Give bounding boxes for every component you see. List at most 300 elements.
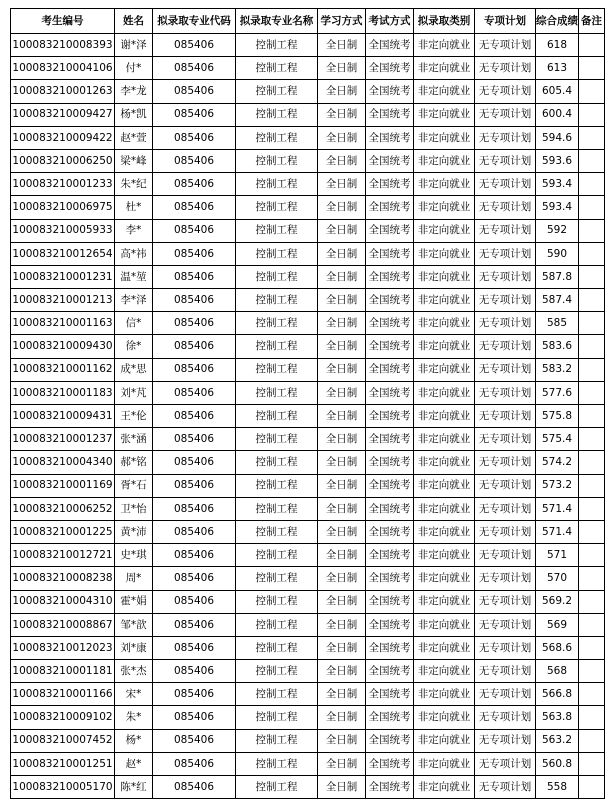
cell-candidate-id: 100083210004340 [11,451,115,474]
cell-name: 杨* [115,729,153,752]
cell-candidate-id: 100083210009430 [11,335,115,358]
cell-name: 谢*泽 [115,34,153,57]
cell-major-code: 085406 [153,103,236,126]
cell-candidate-id: 100083210009427 [11,103,115,126]
cell-major-name: 控制工程 [236,149,318,172]
cell-candidate-id: 100083210009102 [11,706,115,729]
cell-name: 信* [115,312,153,335]
cell-admission-type: 非定向就业 [414,219,475,242]
cell-total-score: 574.2 [536,451,579,474]
table-row [11,242,605,265]
table-row [11,405,605,428]
cell-name: 成*思 [115,358,153,381]
cell-special-plan: 无专项计划 [475,405,536,428]
cell-name: 李*龙 [115,80,153,103]
cell-exam-mode: 全国统考 [366,497,414,520]
cell-study-mode: 全日制 [318,520,366,543]
cell-special-plan: 无专项计划 [475,729,536,752]
cell-admission-type: 非定向就业 [414,660,475,683]
cell-total-score: 613 [536,57,579,80]
cell-study-mode: 全日制 [318,706,366,729]
table-row [11,312,605,335]
cell-total-score: 563.8 [536,706,579,729]
cell-exam-mode: 全国统考 [366,428,414,451]
cell-major-code: 085406 [153,474,236,497]
cell-admission-type: 非定向就业 [414,428,475,451]
table-row [11,34,605,57]
cell-special-plan: 无专项计划 [475,544,536,567]
cell-admission-type: 非定向就业 [414,57,475,80]
table-row [11,289,605,312]
column-header-major-name: 拟录取专业名称 [236,9,318,34]
cell-name: 胥*石 [115,474,153,497]
cell-candidate-id: 100083210009431 [11,405,115,428]
cell-major-code: 085406 [153,660,236,683]
cell-special-plan: 无专项计划 [475,706,536,729]
cell-total-score: 568.6 [536,636,579,659]
table-row [11,358,605,381]
cell-study-mode: 全日制 [318,358,366,381]
cell-major-code: 085406 [153,126,236,149]
cell-total-score: 593.4 [536,196,579,219]
cell-major-code: 085406 [153,497,236,520]
cell-exam-mode: 全国统考 [366,80,414,103]
cell-major-name: 控制工程 [236,567,318,590]
table-row [11,126,605,149]
cell-major-code: 085406 [153,34,236,57]
cell-candidate-id: 100083210008393 [11,34,115,57]
cell-candidate-id: 100083210001169 [11,474,115,497]
cell-remarks [579,196,605,219]
cell-name: 郝*铭 [115,451,153,474]
cell-study-mode: 全日制 [318,103,366,126]
table-header-row [11,9,605,34]
cell-remarks [579,451,605,474]
cell-exam-mode: 全国统考 [366,729,414,752]
cell-special-plan: 无专项计划 [475,173,536,196]
table-row [11,196,605,219]
cell-admission-type: 非定向就业 [414,312,475,335]
cell-total-score: 600.4 [536,103,579,126]
cell-name: 梁*峰 [115,149,153,172]
cell-total-score: 570 [536,567,579,590]
cell-special-plan: 无专项计划 [475,149,536,172]
table-row [11,776,605,799]
cell-special-plan: 无专项计划 [475,497,536,520]
cell-remarks [579,103,605,126]
cell-admission-type: 非定向就业 [414,520,475,543]
cell-special-plan: 无专项计划 [475,683,536,706]
cell-total-score: 583.2 [536,358,579,381]
table-row [11,544,605,567]
cell-special-plan: 无专项计划 [475,428,536,451]
cell-major-name: 控制工程 [236,544,318,567]
cell-name: 赵* [115,752,153,775]
cell-name: 刘*康 [115,636,153,659]
cell-special-plan: 无专项计划 [475,776,536,799]
cell-admission-type: 非定向就业 [414,497,475,520]
cell-name: 李* [115,219,153,242]
table-row [11,57,605,80]
cell-study-mode: 全日制 [318,428,366,451]
cell-total-score: 571.4 [536,520,579,543]
cell-special-plan: 无专项计划 [475,219,536,242]
cell-exam-mode: 全国统考 [366,636,414,659]
cell-special-plan: 无专项计划 [475,242,536,265]
cell-study-mode: 全日制 [318,381,366,404]
table-row [11,451,605,474]
cell-name: 付* [115,57,153,80]
table-row [11,497,605,520]
cell-major-name: 控制工程 [236,660,318,683]
cell-exam-mode: 全国统考 [366,173,414,196]
cell-candidate-id: 100083210001166 [11,683,115,706]
cell-total-score: 618 [536,34,579,57]
cell-major-name: 控制工程 [236,520,318,543]
cell-study-mode: 全日制 [318,173,366,196]
cell-major-name: 控制工程 [236,34,318,57]
cell-major-code: 085406 [153,520,236,543]
cell-candidate-id: 100083210012654 [11,242,115,265]
cell-major-name: 控制工程 [236,196,318,219]
column-header-study-mode: 学习方式 [318,9,366,34]
cell-remarks [579,219,605,242]
cell-major-name: 控制工程 [236,335,318,358]
column-header-total-score: 综合成绩 [536,9,579,34]
cell-exam-mode: 全国统考 [366,265,414,288]
cell-admission-type: 非定向就业 [414,567,475,590]
cell-special-plan: 无专项计划 [475,80,536,103]
cell-major-code: 085406 [153,729,236,752]
cell-major-name: 控制工程 [236,428,318,451]
cell-major-name: 控制工程 [236,312,318,335]
cell-remarks [579,34,605,57]
cell-total-score: 585 [536,312,579,335]
cell-special-plan: 无专项计划 [475,752,536,775]
cell-remarks [579,636,605,659]
cell-study-mode: 全日制 [318,126,366,149]
cell-candidate-id: 100083210009422 [11,126,115,149]
cell-admission-type: 非定向就业 [414,544,475,567]
cell-special-plan: 无专项计划 [475,358,536,381]
cell-admission-type: 非定向就业 [414,126,475,149]
column-header-major-code: 拟录取专业代码 [153,9,236,34]
cell-major-name: 控制工程 [236,752,318,775]
cell-total-score: 560.8 [536,752,579,775]
cell-major-code: 085406 [153,706,236,729]
table-row [11,219,605,242]
cell-remarks [579,776,605,799]
cell-exam-mode: 全国统考 [366,358,414,381]
cell-total-score: 587.4 [536,289,579,312]
cell-admission-type: 非定向就业 [414,706,475,729]
cell-exam-mode: 全国统考 [366,683,414,706]
cell-candidate-id: 100083210001225 [11,520,115,543]
cell-candidate-id: 100083210001237 [11,428,115,451]
cell-name: 赵*萱 [115,126,153,149]
cell-admission-type: 非定向就业 [414,405,475,428]
cell-total-score: 573.2 [536,474,579,497]
cell-admission-type: 非定向就业 [414,196,475,219]
cell-major-name: 控制工程 [236,776,318,799]
cell-special-plan: 无专项计划 [475,34,536,57]
cell-candidate-id: 100083210001213 [11,289,115,312]
cell-study-mode: 全日制 [318,636,366,659]
table-row [11,474,605,497]
cell-candidate-id: 100083210008238 [11,567,115,590]
cell-special-plan: 无专项计划 [475,590,536,613]
cell-admission-type: 非定向就业 [414,381,475,404]
cell-major-name: 控制工程 [236,242,318,265]
cell-remarks [579,80,605,103]
cell-remarks [579,405,605,428]
cell-candidate-id: 100083210005933 [11,219,115,242]
cell-admission-type: 非定向就业 [414,752,475,775]
cell-exam-mode: 全国统考 [366,312,414,335]
cell-admission-type: 非定向就业 [414,242,475,265]
cell-exam-mode: 全国统考 [366,149,414,172]
cell-remarks [579,474,605,497]
table-row [11,613,605,636]
cell-remarks [579,520,605,543]
cell-major-name: 控制工程 [236,265,318,288]
cell-special-plan: 无专项计划 [475,57,536,80]
cell-study-mode: 全日制 [318,289,366,312]
cell-name: 卫*怡 [115,497,153,520]
cell-special-plan: 无专项计划 [475,312,536,335]
cell-major-name: 控制工程 [236,80,318,103]
cell-remarks [579,660,605,683]
cell-remarks [579,57,605,80]
table-row [11,173,605,196]
cell-major-code: 085406 [153,312,236,335]
cell-study-mode: 全日制 [318,242,366,265]
cell-major-code: 085406 [153,289,236,312]
cell-special-plan: 无专项计划 [475,289,536,312]
cell-total-score: 587.8 [536,265,579,288]
cell-study-mode: 全日制 [318,752,366,775]
cell-admission-type: 非定向就业 [414,358,475,381]
cell-name: 邹*歆 [115,613,153,636]
column-header-candidate-id: 考生编号 [11,9,115,34]
cell-candidate-id: 100083210001162 [11,358,115,381]
cell-total-score: 592 [536,219,579,242]
cell-admission-type: 非定向就业 [414,335,475,358]
cell-study-mode: 全日制 [318,34,366,57]
cell-candidate-id: 100083210001231 [11,265,115,288]
cell-name: 霍*娟 [115,590,153,613]
cell-remarks [579,706,605,729]
cell-admission-type: 非定向就业 [414,474,475,497]
cell-major-name: 控制工程 [236,381,318,404]
cell-major-name: 控制工程 [236,405,318,428]
cell-study-mode: 全日制 [318,683,366,706]
cell-remarks [579,752,605,775]
cell-exam-mode: 全国统考 [366,289,414,312]
cell-major-code: 085406 [153,590,236,613]
cell-remarks [579,289,605,312]
cell-admission-type: 非定向就业 [414,636,475,659]
cell-major-code: 085406 [153,451,236,474]
cell-candidate-id: 100083210001233 [11,173,115,196]
table-row [11,706,605,729]
table-row [11,729,605,752]
cell-major-code: 085406 [153,428,236,451]
cell-major-name: 控制工程 [236,126,318,149]
table-row [11,103,605,126]
cell-name: 周* [115,567,153,590]
cell-total-score: 577.6 [536,381,579,404]
cell-exam-mode: 全国统考 [366,776,414,799]
table-row [11,520,605,543]
cell-candidate-id: 100083210007452 [11,729,115,752]
column-header-admission-type: 拟录取类别 [414,9,475,34]
cell-remarks [579,149,605,172]
cell-major-code: 085406 [153,567,236,590]
cell-admission-type: 非定向就业 [414,173,475,196]
cell-study-mode: 全日制 [318,660,366,683]
cell-major-name: 控制工程 [236,358,318,381]
cell-major-name: 控制工程 [236,103,318,126]
cell-major-code: 085406 [153,636,236,659]
cell-name: 张*杰 [115,660,153,683]
column-header-special-plan: 专项计划 [475,9,536,34]
cell-exam-mode: 全国统考 [366,660,414,683]
cell-major-code: 085406 [153,57,236,80]
column-header-remarks: 备注 [579,9,605,34]
cell-special-plan: 无专项计划 [475,474,536,497]
cell-study-mode: 全日制 [318,312,366,335]
cell-total-score: 571.4 [536,497,579,520]
cell-major-name: 控制工程 [236,289,318,312]
cell-major-name: 控制工程 [236,57,318,80]
cell-name: 徐* [115,335,153,358]
cell-major-name: 控制工程 [236,173,318,196]
cell-major-code: 085406 [153,149,236,172]
cell-exam-mode: 全国统考 [366,405,414,428]
cell-name: 张*涵 [115,428,153,451]
cell-admission-type: 非定向就业 [414,590,475,613]
cell-study-mode: 全日制 [318,544,366,567]
cell-candidate-id: 100083210004310 [11,590,115,613]
cell-major-name: 控制工程 [236,683,318,706]
cell-study-mode: 全日制 [318,335,366,358]
cell-study-mode: 全日制 [318,590,366,613]
cell-total-score: 583.6 [536,335,579,358]
cell-candidate-id: 100083210001163 [11,312,115,335]
cell-admission-type: 非定向就业 [414,289,475,312]
cell-special-plan: 无专项计划 [475,613,536,636]
cell-admission-type: 非定向就业 [414,103,475,126]
cell-name: 史*琪 [115,544,153,567]
cell-major-code: 085406 [153,613,236,636]
cell-total-score: 563.2 [536,729,579,752]
cell-study-mode: 全日制 [318,729,366,752]
table-row [11,660,605,683]
cell-special-plan: 无专项计划 [475,381,536,404]
cell-remarks [579,613,605,636]
cell-remarks [579,683,605,706]
cell-candidate-id: 100083210012721 [11,544,115,567]
admission-table [10,8,605,799]
cell-special-plan: 无专项计划 [475,196,536,219]
cell-name: 宋* [115,683,153,706]
table-row [11,381,605,404]
cell-exam-mode: 全国统考 [366,242,414,265]
cell-remarks [579,242,605,265]
cell-major-code: 085406 [153,776,236,799]
cell-remarks [579,497,605,520]
cell-special-plan: 无专项计划 [475,265,536,288]
cell-study-mode: 全日制 [318,451,366,474]
cell-exam-mode: 全国统考 [366,381,414,404]
cell-study-mode: 全日制 [318,149,366,172]
cell-study-mode: 全日制 [318,497,366,520]
cell-special-plan: 无专项计划 [475,660,536,683]
cell-remarks [579,428,605,451]
table-row [11,567,605,590]
cell-remarks [579,358,605,381]
cell-special-plan: 无专项计划 [475,126,536,149]
cell-candidate-id: 100083210005170 [11,776,115,799]
cell-major-code: 085406 [153,358,236,381]
cell-exam-mode: 全国统考 [366,567,414,590]
cell-total-score: 569 [536,613,579,636]
cell-total-score: 593.4 [536,173,579,196]
cell-exam-mode: 全国统考 [366,34,414,57]
cell-exam-mode: 全国统考 [366,196,414,219]
cell-remarks [579,544,605,567]
cell-major-code: 085406 [153,80,236,103]
cell-major-code: 085406 [153,683,236,706]
cell-exam-mode: 全国统考 [366,706,414,729]
cell-total-score: 593.6 [536,149,579,172]
cell-name: 王*伦 [115,405,153,428]
cell-remarks [579,381,605,404]
cell-major-name: 控制工程 [236,219,318,242]
cell-candidate-id: 100083210008867 [11,613,115,636]
cell-total-score: 568 [536,660,579,683]
cell-total-score: 569.2 [536,590,579,613]
cell-candidate-id: 100083210006250 [11,149,115,172]
cell-exam-mode: 全国统考 [366,219,414,242]
cell-study-mode: 全日制 [318,613,366,636]
cell-major-name: 控制工程 [236,706,318,729]
table-row [11,636,605,659]
cell-major-code: 085406 [153,196,236,219]
cell-exam-mode: 全国统考 [366,544,414,567]
cell-major-name: 控制工程 [236,497,318,520]
cell-candidate-id: 100083210001251 [11,752,115,775]
cell-name: 朱*纪 [115,173,153,196]
cell-admission-type: 非定向就业 [414,729,475,752]
cell-admission-type: 非定向就业 [414,451,475,474]
cell-exam-mode: 全国统考 [366,57,414,80]
cell-exam-mode: 全国统考 [366,752,414,775]
cell-total-score: 558 [536,776,579,799]
cell-major-name: 控制工程 [236,613,318,636]
cell-total-score: 590 [536,242,579,265]
cell-special-plan: 无专项计划 [475,103,536,126]
cell-remarks [579,590,605,613]
cell-name: 刘*芃 [115,381,153,404]
cell-total-score: 605.4 [536,80,579,103]
cell-admission-type: 非定向就业 [414,683,475,706]
cell-major-code: 085406 [153,544,236,567]
cell-exam-mode: 全国统考 [366,103,414,126]
cell-special-plan: 无专项计划 [475,520,536,543]
cell-total-score: 571 [536,544,579,567]
